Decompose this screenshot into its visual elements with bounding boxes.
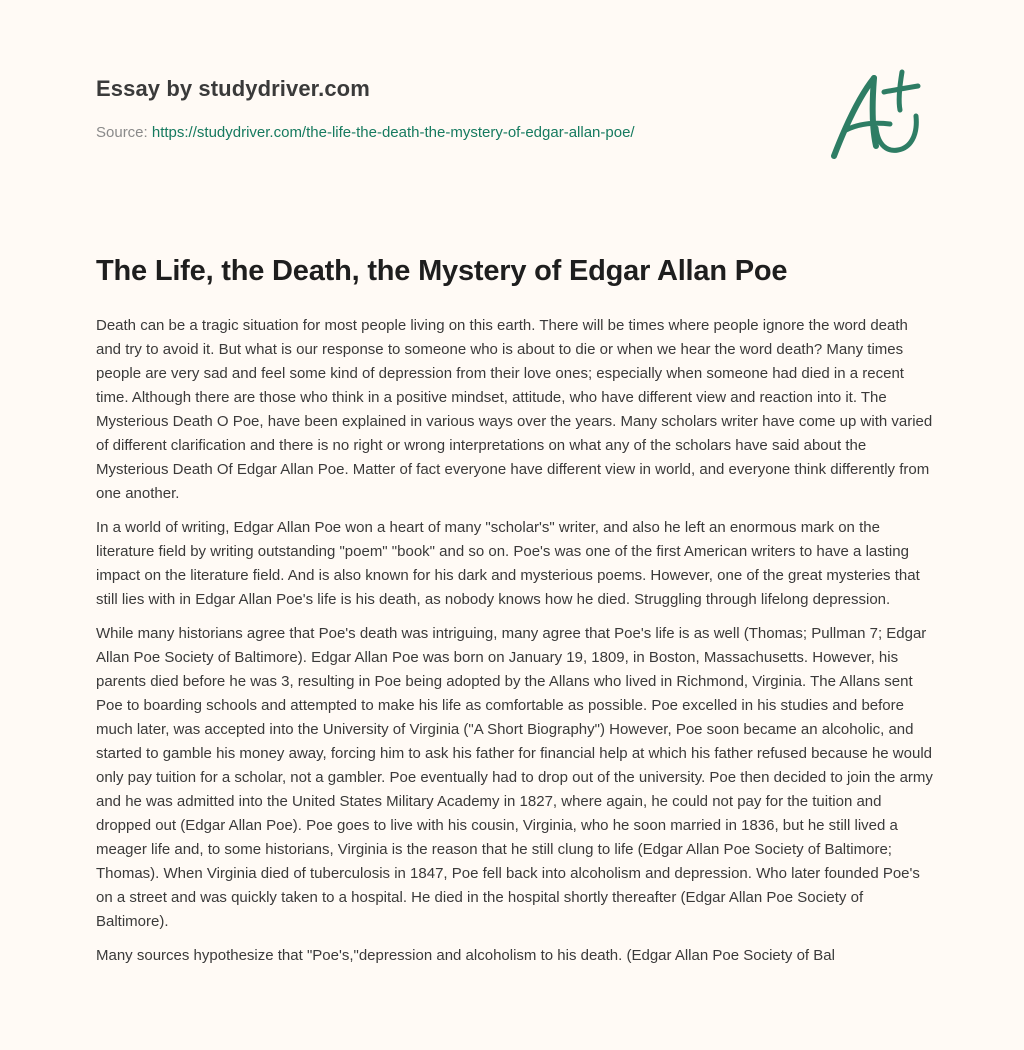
a-plus-grade-icon: [826, 68, 926, 164]
essay-body: [96, 314, 936, 978]
essay-paragraph: While many historians agree that Poe's death was intriguing, many agree that Poe's life is as well (Thomas; Pullman 7; Edgar Allan Poe Society of Baltimore). Edgar Allan Poe was born on January 19, 1809, in Boston, Massachusetts. However, his parents died before he was 3, resulting in Poe being adopted by the Allans who lived in Richmond, Virginia. The Allans sent Poe to boarding schools and attempted to make his life as comfortable as possible. Poe excelled in his studies and before much later, was accepted into the University of Virginia ("A Short Biography") However, Poe soon became an alcoholic, and started to gamble his money away, forcing him to ask his father for financial help at which his father refused because he would only pay tuition for a scholar, not a gambler. Poe eventually had to drop out of the university. Poe then decided to join the army and he was admitted into the United States Military Academy in 1827, where again, he could not pay for the tuition and dropped out (Edgar Allan Poe). Poe goes to live with his cousin, Virginia, who he soon married in 1836, but he still lived a meager life and, to some historians, Virginia is the reason that he still clung to life (Edgar Allan Poe Society of Baltimore; Thomas). When Virginia died of tuberculosis in 1847, Poe fell back into alcoholism and depression. Who later founded Poe's on a street and was quickly taken to a hospital. He died in the hospital shortly thereafter (Edgar Allan Poe Society of Baltimore).: [96, 625, 933, 930]
page-header: [96, 0, 936, 220]
source-label: Source:: [96, 124, 152, 141]
essay-paragraph: Death can be a tragic situation for most people living on this earth. There will be times where people ignore the word death and try to avoid it. But what is our response to someone who is about to die or when we hear the word death? Many times people are very sad and feel some kind of depression from their love ones; especially when someone had died in a recent time. Although there are those who think in a positive mindset, attitude, who have different view and reaction into it. The Mysterious Death O Poe, have been explained in various ways over the years. Many scholars writer have come up with varied of different clarification and there is no right or wrong interpretations on what any of the scholars have said about the Mysterious Death Of Edgar Allan Poe. Matter of fact everyone have different view in world, and everyone think differently from one another.: [96, 317, 933, 502]
brand-title: Essay by studydriver.com: [96, 76, 370, 101]
essay-paragraph-truncated: Many sources hypothesize that "Poe's,"depression and alcoholism to his death. (Edgar Allan Poe Society of Bal: [96, 947, 835, 964]
essay-paragraph: In a world of writing, Edgar Allan Poe won a heart of many "scholar's" writer, and also he left an enormous mark on the literature field by writing outstanding "poem" "book" and so on. Poe's was one of the first American writers to have a lasting impact on the literature field. And is also known for his dark and mysterious poems. However, one of the great mysteries that still lies with in Edgar Allan Poe's life is his death, as nobody knows how he died. Struggling through lifelong depression.: [96, 519, 920, 608]
source-link[interactable]: https://studydriver.com/the-life-the-death-the-mystery-of-edgar-allan-poe/: [151, 124, 635, 141]
essay-title: The Life, the Death, the Mystery of Edgar Allan Poe: [96, 255, 788, 287]
source-line: [96, 124, 635, 141]
essay-page: [96, 0, 936, 964]
